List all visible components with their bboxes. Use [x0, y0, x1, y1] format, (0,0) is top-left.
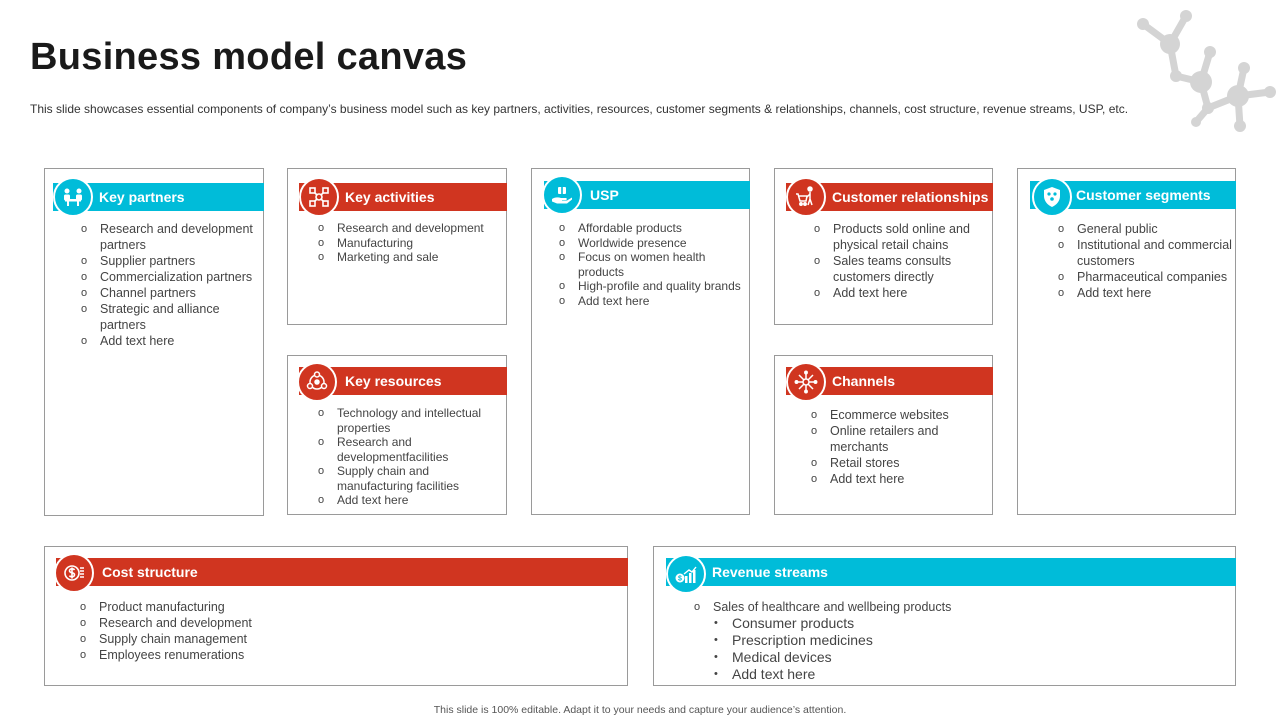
list-item: o Add text here	[558, 294, 744, 309]
list-item: o Add text here	[810, 471, 988, 487]
list-item	[693, 599, 1213, 683]
usp-list	[558, 221, 744, 308]
key-partners-list	[80, 221, 258, 349]
list-item: o Research and development	[317, 221, 503, 236]
sub-list-item: • Add text here	[693, 666, 1213, 683]
revenue-chart-icon	[666, 554, 706, 594]
revenue-streams-box	[653, 546, 1236, 686]
segment-shield-icon	[1032, 177, 1072, 217]
key-resources-list	[317, 406, 503, 508]
list-item: o Product manufacturing	[79, 599, 479, 615]
revenue-streams-title: Revenue streams	[712, 564, 828, 580]
list-item: o Marketing and sale	[317, 250, 503, 265]
hand-gift-icon	[542, 175, 582, 215]
list-item: o Research and development	[79, 615, 479, 631]
list-item: o Research and developmentfacilities	[317, 435, 503, 464]
key-resources-box	[287, 355, 507, 515]
footer-note: This slide is 100% editable. Adapt it to your needs and capture your audience’s attention.	[433, 704, 847, 716]
molecule-decoration-icon	[1128, 2, 1278, 134]
list-item: o Supplier partners	[80, 253, 258, 269]
list-item: o Affordable products	[558, 221, 744, 236]
list-item: o Focus on women health products	[558, 250, 744, 279]
list-item: o Employees renumerations	[79, 647, 479, 663]
network-nodes-icon	[299, 177, 339, 217]
list-item: o Manufacturing	[317, 236, 503, 251]
hub-network-icon	[786, 362, 826, 402]
list-item: o Strategic and alliance partners	[80, 301, 258, 333]
page-title: Business model canvas	[30, 36, 468, 78]
customer-relationships-title: Customer relationships	[832, 189, 989, 205]
channels-list	[810, 407, 988, 487]
list-item: o Products sold online and physical retail chains	[813, 221, 989, 253]
key-activities-title: Key activities	[345, 189, 435, 205]
key-partners-box	[44, 168, 264, 516]
dollar-coins-icon	[54, 553, 94, 593]
sub-list-item: • Medical devices	[693, 649, 1213, 666]
cost-structure-list	[79, 599, 479, 663]
customer-relationships-box	[774, 168, 993, 325]
revenue-streams-list	[693, 599, 1213, 683]
page-subtitle: This slide showcases essential components of company’s business model such as key partners, activities, resources, customer segments & relationships, channels, cost structure, revenue streams, USP, etc.	[30, 102, 1129, 116]
list-item: o Online retailers and merchants	[810, 423, 988, 455]
list-item: o Channel partners	[80, 285, 258, 301]
svg-text:$: $	[678, 575, 682, 583]
customer-segments-box	[1017, 168, 1236, 515]
list-item: o Add text here	[317, 493, 503, 508]
usp-title: USP	[590, 187, 619, 203]
cost-structure-header	[56, 558, 628, 586]
sub-list-item: • Prescription medicines	[693, 632, 1213, 649]
list-item: o Add text here	[813, 285, 989, 301]
resources-cycle-icon	[297, 362, 337, 402]
cost-structure-box	[44, 546, 628, 686]
customer-segments-title: Customer segments	[1076, 187, 1211, 203]
list-item: o Add text here	[80, 333, 258, 349]
list-item: o Commercialization partners	[80, 269, 258, 285]
list-item: o Sales teams consults customers directly	[813, 253, 989, 285]
handshake-meeting-icon	[53, 177, 93, 217]
list-item: o Technology and intellectual properties	[317, 406, 503, 435]
key-resources-title: Key resources	[345, 373, 442, 389]
revenue-item-label: Sales of healthcare and wellbeing products	[713, 600, 952, 614]
shopper-cart-icon	[786, 177, 826, 217]
cost-structure-title: Cost structure	[102, 564, 198, 580]
list-item: o Ecommerce websites	[810, 407, 988, 423]
list-item: o Research and development partners	[80, 221, 258, 253]
revenue-sub-list	[693, 615, 1213, 683]
usp-box	[531, 168, 750, 515]
list-item: o Supply chain and manufacturing facilities	[317, 464, 503, 493]
list-item: o Supply chain management	[79, 631, 479, 647]
key-activities-list	[317, 221, 503, 265]
list-item: o Add text here	[1057, 285, 1233, 301]
key-activities-box	[287, 168, 507, 325]
channels-title: Channels	[832, 373, 896, 389]
channels-box	[774, 355, 993, 515]
customer-relationships-list	[813, 221, 989, 301]
list-item: o Pharmaceutical companies	[1057, 269, 1233, 285]
sub-list-item: • Consumer products	[693, 615, 1213, 632]
list-item: o Worldwide presence	[558, 236, 744, 251]
list-item: o General public	[1057, 221, 1233, 237]
revenue-streams-header	[666, 558, 1236, 586]
list-item: o Retail stores	[810, 455, 988, 471]
customer-segments-list	[1057, 221, 1233, 301]
key-partners-title: Key partners	[99, 189, 185, 205]
list-item: o Institutional and commercial customers	[1057, 237, 1233, 269]
list-item: o High-profile and quality brands	[558, 279, 744, 294]
